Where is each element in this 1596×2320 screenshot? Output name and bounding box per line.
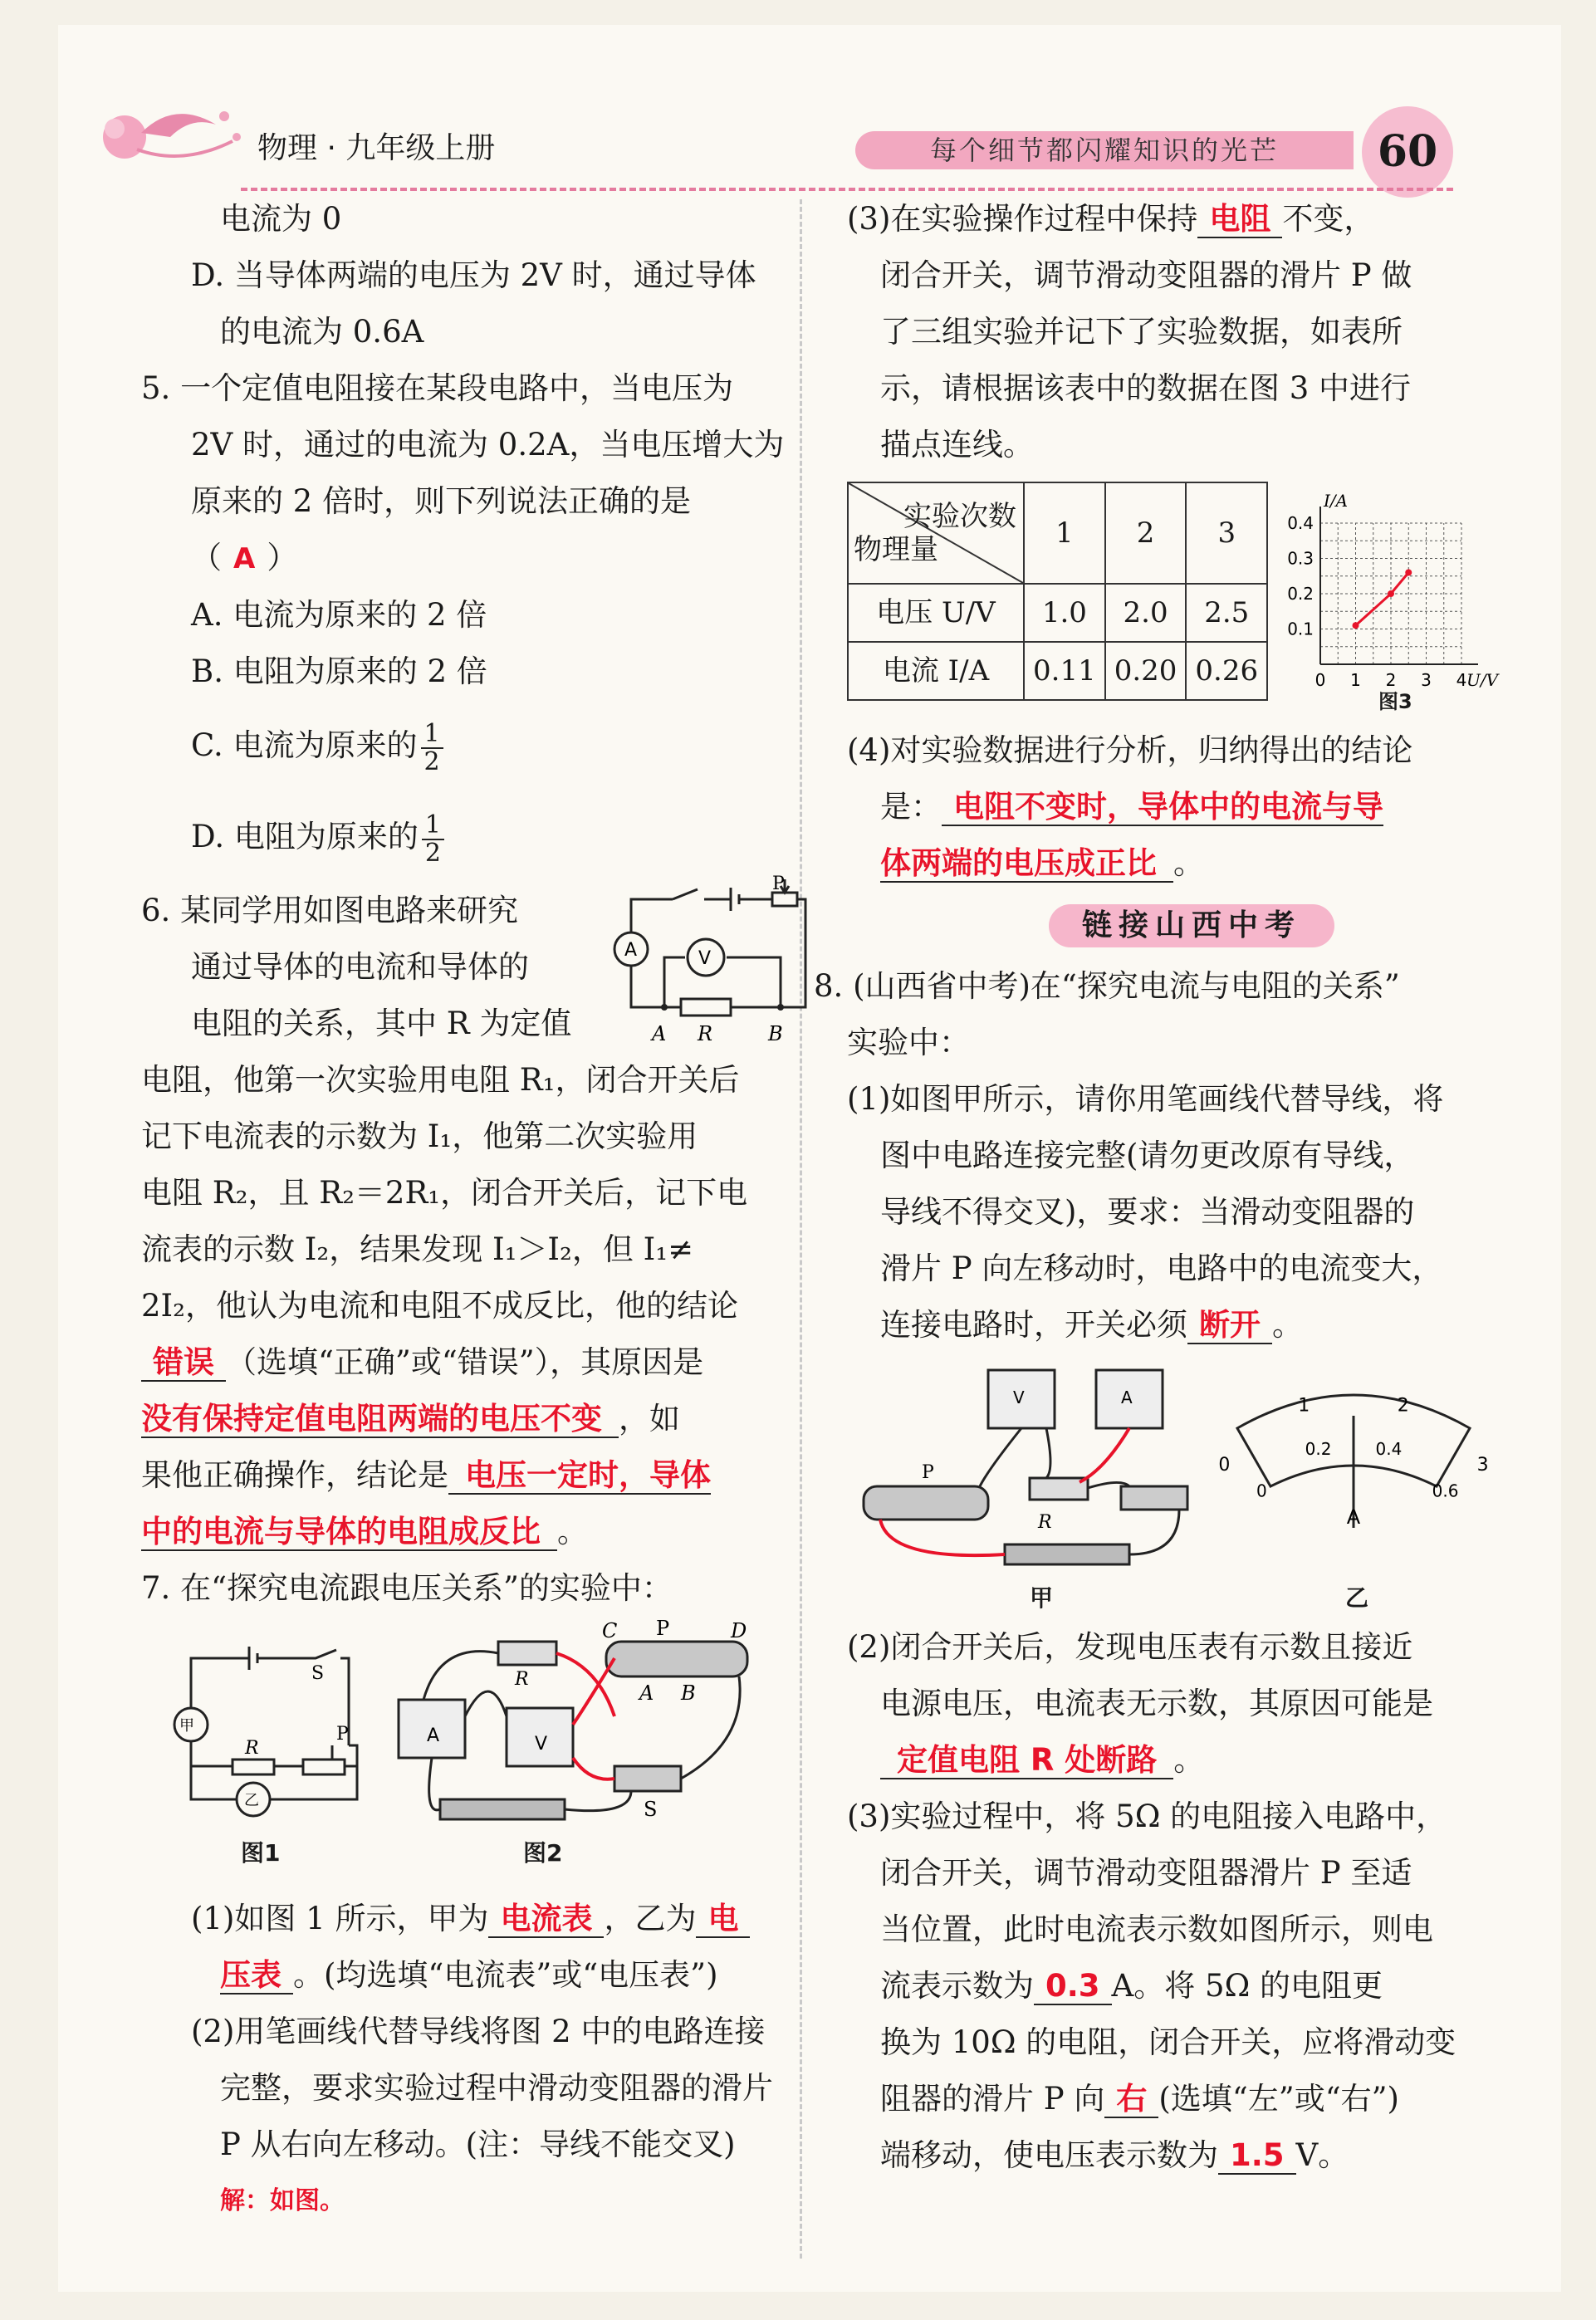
q8-part3: (3)实验过程中，将 5Ω 的电阻接入电路中， xyxy=(847,1799,1447,1834)
q8-part1: (1)如图甲所示，请你用笔画线代替导线，将 xyxy=(847,1081,1444,1117)
q7-part1-cont: 压表 。(均选填“电流表”或“电压表”) xyxy=(220,1957,718,1993)
q5-option-b: B. 电阻为原来的 2 倍 xyxy=(191,653,487,689)
svg-text:R: R xyxy=(1038,1512,1052,1533)
right-column xyxy=(814,191,1536,2184)
y-tick-label: 0.3 xyxy=(1287,548,1314,569)
q8-part1-l5: 连接电路时，开关必须 断开 。 xyxy=(880,1307,1303,1343)
floral-ornament-icon xyxy=(91,91,249,183)
q8-part2-l2: 电源电压，电流表无示数，其原因可能是 xyxy=(880,1686,1433,1721)
svg-text:P: P xyxy=(336,1724,349,1745)
y-axis-label: I/A xyxy=(1324,491,1349,511)
q8-answer-3: 0.3 xyxy=(1034,1968,1112,2005)
q7-part3: (3)在实验操作过程中保持 电阻 不变， xyxy=(847,201,1375,237)
svg-text:P: P xyxy=(656,1617,670,1640)
q7-table-and-graph xyxy=(847,482,1536,722)
q8-answer-5: 1.5 xyxy=(1218,2137,1296,2175)
q7-figure1-circuit xyxy=(158,1633,374,1824)
table-header-corner xyxy=(848,482,1024,584)
q8-answer-1: 断开 xyxy=(1187,1307,1272,1344)
q7-part4-l2: 是： 电阻不变时，导体中的电流与导 xyxy=(880,789,1383,825)
data-point xyxy=(1405,570,1412,576)
svg-text:A: A xyxy=(1121,1388,1133,1407)
q6-answer-2: 没有保持定值电阻两端的电压不变 xyxy=(141,1401,619,1438)
table-col: 3 xyxy=(1186,482,1267,584)
table-col: 2 xyxy=(1105,482,1187,584)
svg-text:A: A xyxy=(652,1022,667,1045)
q6-line6: 电阻 R₂，且 R₂＝2R₁，闭合开关后，记下电 xyxy=(141,1175,748,1211)
fig2-caption: 图2 xyxy=(523,1839,563,1867)
q6-line1: 6. 某同学用如图电路来研究 xyxy=(141,893,519,928)
y-tick-label: 0.1 xyxy=(1287,619,1314,639)
q7-stem: 7. 在“探究电流跟电压关系”的实验中： xyxy=(141,1570,673,1606)
book-title: 物理 · 九年级上册 xyxy=(257,131,496,165)
fig3-caption: 图3 xyxy=(1378,690,1412,713)
q7-part4-l3: 体两端的电压成正比 。 xyxy=(880,845,1204,881)
q6-line4: 电阻，他第一次实验用电阻 R₁，闭合开关后 xyxy=(141,1062,740,1098)
svg-text:D: D xyxy=(731,1619,747,1642)
svg-text:B: B xyxy=(681,1681,696,1705)
svg-text:A: A xyxy=(624,940,638,961)
q7-answer-4a: 电阻不变时，导体中的电流与导 xyxy=(942,789,1383,826)
q6-block xyxy=(141,874,797,1052)
data-point xyxy=(1388,590,1394,597)
q6-line9: 错误 （选填“正确”或“错误”），其原因是 xyxy=(141,1334,797,1391)
svg-text:V: V xyxy=(698,948,712,969)
experiment-data-table xyxy=(847,482,1268,701)
q5-stem-2: 2V 时，通过的电流为 0.2A，当电压增大为 xyxy=(191,427,785,463)
x-tick-label: 0 xyxy=(1314,670,1326,690)
left-column xyxy=(141,191,797,2229)
q6-line7: 流表的示数 I₂，结果发现 I₁＞I₂，但 I₁≠ xyxy=(141,1231,694,1267)
q6-line11: 果他正确操作，结论是 电压一定时，导体 xyxy=(141,1457,711,1493)
q6-line3: 电阻的关系，其中 R 为定值 xyxy=(191,1006,572,1041)
q7-part3-l3: 了三组实验并记下了实验数据，如表所 xyxy=(880,314,1403,350)
fraction-half: $\frac{1}{2}$ xyxy=(422,812,444,867)
x-tick-label: 2 xyxy=(1385,670,1397,690)
q6-line5: 记下电流表的示数为 I₁，他第二次实验用 xyxy=(141,1118,698,1154)
svg-text:A: A xyxy=(639,1681,654,1705)
svg-text:S: S xyxy=(644,1798,658,1821)
svg-text:V: V xyxy=(535,1734,548,1755)
dial-bottom-tick: 0.6 xyxy=(1432,1481,1459,1501)
q6-circuit-diagram xyxy=(606,874,814,1049)
q5-option-c: C. 电流为原来的 $\frac{1}{2}$ xyxy=(141,700,797,791)
q7-part1: (1)如图 1 所示，甲为 电流表 ，乙为 电 xyxy=(141,1891,797,1947)
q4-option-d: D. 当导体两端的电压为 2V 时，通过导体 xyxy=(191,257,756,293)
svg-text:C: C xyxy=(602,1619,618,1642)
x-tick-label: 1 xyxy=(1350,670,1361,690)
q8-figure-yi-ammeter-dial xyxy=(1218,1370,1489,1536)
page-number: 60 xyxy=(1362,106,1453,198)
q8-part3-l2: 闭合开关，调节滑动变阻器滑片 P 至适 xyxy=(880,1855,1412,1891)
q7-solution: 解：如图。 xyxy=(220,2186,345,2215)
q5-stem-3: 原来的 2 倍时，则下列说法正确的是（ A ） xyxy=(191,483,692,575)
dial-bottom-tick: 0.4 xyxy=(1375,1438,1403,1459)
svg-text:甲: 甲 xyxy=(179,1717,194,1735)
q7-part2-cont: 完整，要求实验过程中滑动变阻器的滑片 xyxy=(220,2070,773,2106)
dial-top-tick: 0 xyxy=(1218,1455,1231,1476)
svg-text:P: P xyxy=(922,1462,934,1483)
q6-line8: 2I₂，他认为电流和电阻不成反比，他的结论 xyxy=(141,1288,738,1324)
q5-answer: A xyxy=(233,542,256,575)
table-col: 1 xyxy=(1024,482,1105,584)
q8-part3-l5: 换为 10Ω 的电阻，闭合开关，应将滑动变 xyxy=(880,2024,1456,2060)
q6-answer-3b: 中的电流与导体的电阻成反比 xyxy=(141,1514,557,1551)
q8-part3-l3: 当位置，此时电流表示数如图所示，则电 xyxy=(880,1911,1433,1947)
q8-part1-l4: 滑片 P 向左移动时，电路中的电流变大， xyxy=(880,1251,1443,1286)
q7-figures xyxy=(141,1617,797,1891)
q8-part3-l6: 阻器的滑片 P 向 右 (选填“左”或“右”) xyxy=(880,2081,1399,2117)
q5-option-d: D. 电阻为原来的 $\frac{1}{2}$ xyxy=(141,791,797,883)
dial-top-tick: 1 xyxy=(1298,1395,1310,1417)
q7-answer-2b: 压表 xyxy=(220,1957,293,1995)
dial-top-tick: 3 xyxy=(1476,1455,1489,1476)
header-motto: 每个细节都闪耀知识的光芒 xyxy=(855,131,1354,169)
fig-jia-caption: 甲 xyxy=(1030,1584,1054,1612)
dial-bottom-tick: 0 xyxy=(1256,1481,1267,1501)
q6-answer-3a: 电压一定时，导体 xyxy=(448,1457,711,1495)
q7-part3-l2: 闭合开关，调节滑动变阻器的滑片 P 做 xyxy=(880,257,1412,293)
fraction-half: $\frac{1}{2}$ xyxy=(421,721,443,776)
svg-text:B: B xyxy=(768,1022,783,1045)
data-line xyxy=(1356,573,1409,626)
q8-stem: 8. (山西省中考)在“探究电流与电阻的关系” xyxy=(814,968,1400,1004)
svg-text:S: S xyxy=(311,1663,325,1684)
svg-text:R: R xyxy=(245,1738,259,1759)
q8-part3-l7: 端移动，使电压表示数为 1.5 V。 xyxy=(880,2137,1349,2173)
dial-bottom-tick: 0.2 xyxy=(1305,1438,1332,1459)
svg-text:乙: 乙 xyxy=(244,1792,259,1809)
q4-tail: 电流为 0 xyxy=(220,201,342,237)
x-tick-label: 4 xyxy=(1456,670,1467,690)
column-divider xyxy=(800,199,802,2259)
q7-answer-1: 电流表 xyxy=(488,1901,604,1938)
table-row: 电流 I/A 0.11 0.20 0.26 xyxy=(848,642,1267,700)
q4-option-d-cont: 的电流为 0.6A xyxy=(220,314,424,350)
figure3-graph xyxy=(1279,482,1520,722)
dial-unit: A xyxy=(1346,1505,1361,1529)
data-point xyxy=(1353,622,1359,629)
q8-part3-l4: 流表示数为 0.3 A。将 5Ω 的电阻更 xyxy=(880,1968,1383,2004)
svg-text:P: P xyxy=(772,874,785,894)
q7-part2-cont2: P 从右向左移动。(注：导线不能交叉) xyxy=(220,2127,736,2162)
y-tick-label: 0.4 xyxy=(1287,513,1314,533)
q8-part2-l3: 定值电阻 R 处断路 。 xyxy=(847,1732,1536,1789)
q6-answer-1: 错误 xyxy=(141,1344,226,1382)
y-tick-label: 0.2 xyxy=(1287,584,1314,604)
q8-figure-jia-apparatus xyxy=(855,1362,1204,1578)
section-banner xyxy=(847,897,1536,953)
fig-yi-caption: 乙 xyxy=(1345,1584,1369,1612)
dial-top-tick: 2 xyxy=(1397,1395,1409,1417)
q8-answer-2: 定值电阻 R 处断路 xyxy=(880,1742,1173,1779)
q7-part2: (2)用笔画线代替导线将图 2 中的电路连接 xyxy=(191,2014,766,2049)
q8-part1-l3: 导线不得交叉)，要求：当滑动变阻器的 xyxy=(880,1194,1415,1230)
q5-stem: 5. 一个定值电阻接在某段电路中，当电压为 xyxy=(141,370,734,406)
fig1-caption: 图1 xyxy=(241,1839,281,1867)
q8-part2: (2)闭合开关后，发现电压表有示数且接近 xyxy=(847,1629,1413,1665)
q6-line2: 通过导体的电流和导体的 xyxy=(191,949,529,985)
svg-text:R: R xyxy=(698,1022,713,1045)
banner-label: 链接山西中考 xyxy=(1049,904,1334,947)
workbook-page xyxy=(58,25,1561,2292)
q7-part4: (4)对实验数据进行分析，归纳得出的结论 xyxy=(847,732,1413,768)
page-header xyxy=(58,25,1561,177)
q7-part3-l4: 示，请根据该表中的数据在图 3 中进行 xyxy=(880,370,1412,406)
q8-stem-2: 实验中： xyxy=(847,1025,970,1060)
q5-option-a: A. 电流为原来的 2 倍 xyxy=(191,597,487,633)
q8-figures xyxy=(847,1353,1536,1619)
x-tick-label: 3 xyxy=(1421,670,1432,690)
q6-line12: 中的电流与导体的电阻成反比 。 xyxy=(141,1514,588,1549)
q7-figure2-apparatus xyxy=(390,1617,772,1833)
q8-answer-4: 右 xyxy=(1104,2081,1158,2118)
x-axis-label: U/V xyxy=(1466,670,1499,690)
q7-answer-4b: 体两端的电压成正比 xyxy=(880,845,1173,883)
table-header-top: 实验次数 xyxy=(903,500,1016,533)
q7-answer-2a: 电 xyxy=(696,1901,750,1938)
q7-answer-3: 电阻 xyxy=(1197,201,1282,238)
svg-text:R: R xyxy=(515,1669,529,1690)
svg-text:A: A xyxy=(427,1725,440,1746)
q7-part3-l5: 描点连线。 xyxy=(880,427,1034,463)
table-row: 电压 U/V 1.0 2.0 2.5 xyxy=(848,584,1267,642)
q8-part1-l2: 图中电路连接完整(请勿更改原有导线， xyxy=(880,1138,1415,1173)
q6-line10: 没有保持定值电阻两端的电压不变 ，如 xyxy=(141,1401,680,1437)
svg-text:V: V xyxy=(1013,1388,1025,1407)
table-header-bottom: 物理量 xyxy=(854,533,938,566)
